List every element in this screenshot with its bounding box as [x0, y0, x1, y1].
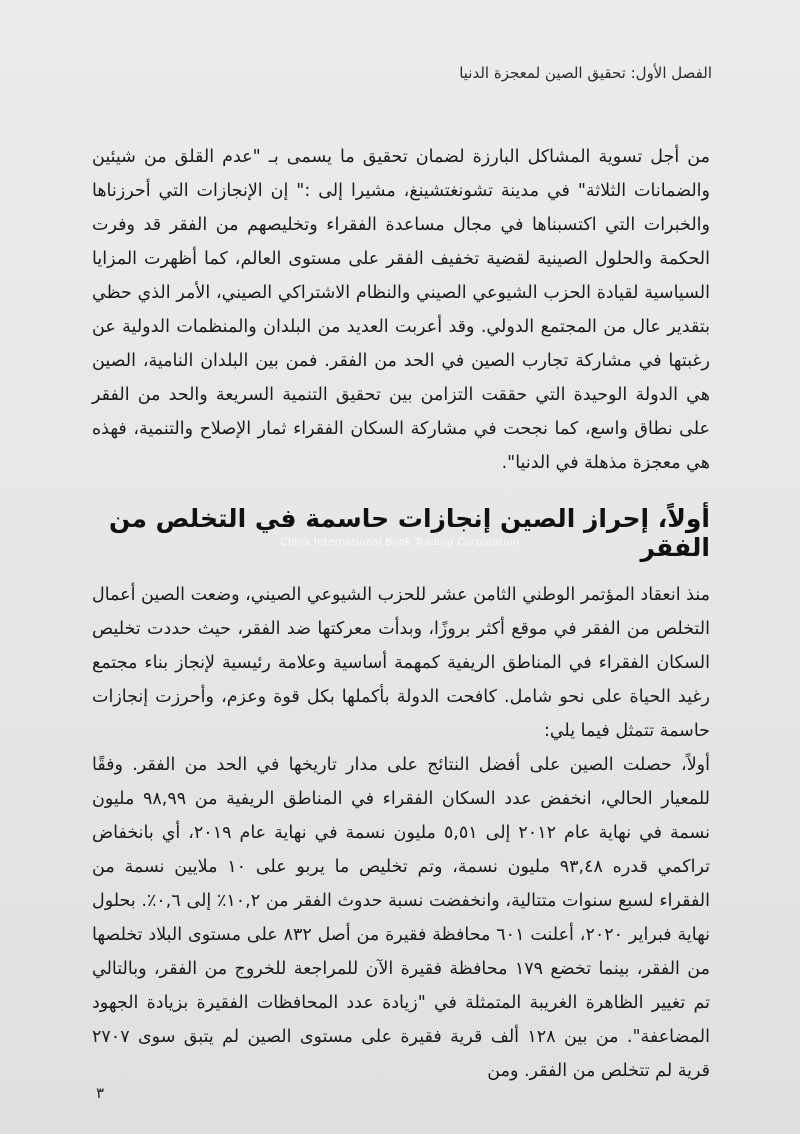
section-body [92, 578, 710, 1088]
section-heading: أولاً، إحراز الصين إنجازات حاسمة في التخلص من الفقر [108, 504, 710, 562]
intro-paragraph: من أجل تسوية المشاكل البارزة لضمان تحقيق ما يسمى بـ "عدم القلق من شيئين والضمانات الثلاثة" في مدينة تشونغتشينغ، مشيرا إلى :" إن الإنجازات التي أحرزناها والخبرات التي اكتسبناها في مجال مساعدة الفقراء وتخليصهم من الفقر قد وفرت الحكمة والحلول الصينية لقضية تخفيف الفقر على مستوى العالم، كما أظهرت المزايا السياسية لقيادة الحزب الشيوعي الصيني والنظام الاشتراكي الصيني، الأمر الذي حظي بتقدير عال من المجتمع الدولي. وقد أعربت العديد من البلدان والمنظمات الدولية عن رغبتها في مشاركة تجارب الصين في الحد من الفقر. فمن بين البلدان النامية، الصين هي الدولة الوحيدة التي حققت التزامن بين تحقيق التنمية السريعة والحد من الفقر على نطاق واسع، كما نجحت في مشاركة السكان الفقراء ثمار الإصلاح والتنمية، فهذه هي معجزة مذهلة في الدنيا". [92, 147, 710, 473]
section-paragraph-2: أولاً، حصلت الصين على أفضل النتائج على مدار تاريخها في الحد من الفقر. وفقًا للمعيار الحالي، انخفض عدد السكان الفقراء في المناطق الريفية من ٩٨,٩٩ مليون نسمة في نهاية عام ٢٠١٢ إلى ٥,٥١ مليون نسمة في نهاية عام ٢٠١٩، أي بانخفاض تراكمي قدره ٩٣,٤٨ مليون نسمة، وتم تخليص ما يربو على ١٠ ملايين نسمة من الفقراء لسبع سنوات متتالية، وانخفضت نسبة حدوث الفقر من ١٠,٢٪ إلى ٠,٦٪. بحلول نهاية فبراير ٢٠٢٠، أعلنت ٦٠١ محافظة فقيرة من أصل ٨٣٢ على مستوى البلاد تخلصها من الفقر، بينما تخضع ١٧٩ محافظة فقيرة الآن للمراجعة للخروج من الفقر، وبالتالي تم تغيير الظاهرة الغريبة المتمثلة في "زيادة عدد المحافظات الفقيرة بزيادة الجهود المضاعفة". من بين ١٢٨ ألف قرية فقيرة على مستوى الصين لم يتبق سوى ٢٧٠٧ قرية لم تتخلص من الفقر. ومن [92, 755, 711, 1081]
intro-paragraph-block [92, 140, 710, 480]
section-paragraph-1: منذ انعقاد المؤتمر الوطني الثامن عشر للحزب الشيوعي الصيني، وضعت الصين أعمال التخلص من الفقر في موقع أكثر بروزًا، وبدأت معركتها ضد الفقر، حيث حددت تخليص السكان الفقراء في المناطق الريفية كمهمة أساسية وعلامة رئيسية لإنجاز بناء مجتمع رغيد الحياة على نحو شامل. كافحت الدولة بأكملها بكل قوة وعزم، وأحرزت إنجازات حاسمة تتمثل فيما يلي: [92, 585, 710, 741]
page-number: ٣ [96, 1084, 105, 1102]
watermark: China International Book Trading Corporation [280, 537, 520, 548]
running-header: الفصل الأول: تحقيق الصين لمعجزة الدنيا [459, 64, 712, 82]
